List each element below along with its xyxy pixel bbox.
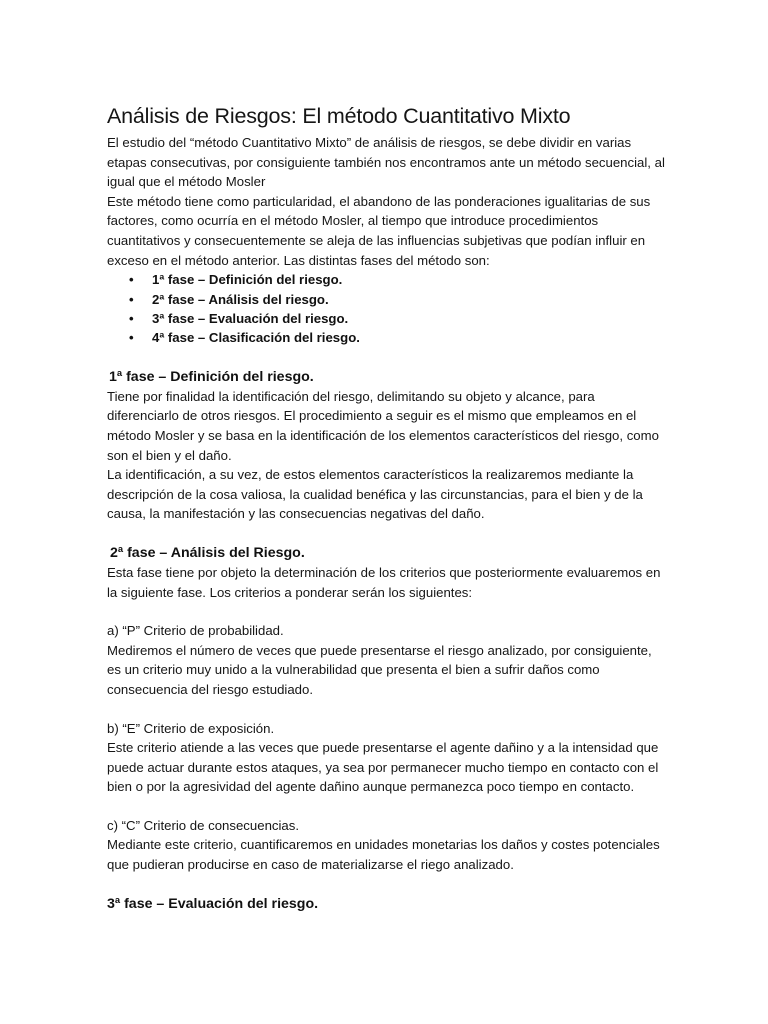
- intro-paragraph-1: El estudio del “método Cuantitativo Mixto” de análisis de riesgos, se debe dividir en varias etapas consecutivas, por consiguiente también nos encontramos ante un método secuencial, al igual que el método Mosler: [107, 135, 665, 190]
- list-item-label: 4ª fase – Clasificación del riesgo.: [152, 330, 360, 346]
- criterion-e-text: Este criterio atiende a las veces que puede presentarse el agente dañino y a la intensidad que puede actuar durante estos ataques, ya sea por permanecer mucho tiempo en contacto con el bien o por la agresividad del agente dañino aunque permanezca poco tiempo en contacto.: [107, 740, 659, 795]
- intro-paragraph-2: Este método tiene como particularidad, el abandono de las ponderaciones igualitarias de sus factores, como ocurría en el método Mosler, al tiempo que introduce procedimientos cuantitativos y consecuentemente se aleja de las influencias subjetivas que podían influir en exceso en el método anterior. Las distintas fases del método son:: [107, 193, 651, 268]
- criterion-c-label: c) “C” Criterio de consecuencias.: [107, 817, 300, 833]
- phase1-paragraph-2: La identificación, a su vez, de estos elementos característicos la realizaremos mediante la descripción de la cosa valiosa, la cualidad benéfica y las circunstancias, para el bien y de la causa, la manifestación y las consecuencias negativas del daño.: [107, 467, 643, 522]
- bullet-icon: •: [129, 330, 134, 346]
- list-item-label: 2ª fase – Análisis del riesgo.: [152, 291, 329, 307]
- criterion-p-label: a) “P” Criterio de probabilidad.: [107, 623, 284, 639]
- list-item-label: 1ª fase – Definición del riesgo.: [152, 272, 343, 288]
- list-item: [107, 328, 667, 347]
- criterion-c-text: Mediante este criterio, cuantificaremos en unidades monetarias los daños y costes potenciales que pudieran producirse en caso de materializarse el riego analizado.: [107, 837, 660, 873]
- bullet-icon: •: [129, 272, 134, 288]
- criterion-e-label: b) “E” Criterio de exposición.: [107, 720, 275, 736]
- list-item-label: 3ª fase – Evaluación del riesgo.: [152, 310, 349, 326]
- list-item: [107, 290, 667, 309]
- phase1-heading: 1ª fase – Definición del riesgo.: [109, 368, 314, 385]
- bullet-icon: •: [129, 291, 134, 307]
- phase1-paragraph-1: Tiene por finalidad la identificación del riesgo, delimitando su objeto y alcance, para diferenciarlo de otros riesgos. El procedimiento a seguir es el mismo que empleamos en el método Mosler y se basa en la identificación de los elementos característicos del riesgo, como son el bien y el daño.: [107, 388, 659, 463]
- criterion-p-text: Mediremos el número de veces que puede presentarse el riesgo analizado, por consiguiente, es un criterio muy unido a la vulnerabilidad que presenta el bien a sufrir daños como consecuencia del riesgo estudiado.: [107, 642, 652, 697]
- phase3-heading: 3ª fase – Evaluación del riesgo.: [107, 895, 319, 912]
- phase2-intro: Esta fase tiene por objeto la determinación de los criterios que posteriormente evaluaremos en la siguiente fase. Los criterios a ponderar serán los siguientes:: [107, 564, 661, 600]
- list-item: [107, 309, 667, 328]
- phase2-heading: 2ª fase – Análisis del Riesgo.: [110, 544, 305, 561]
- phases-list: [107, 270, 667, 348]
- document-page: [107, 100, 667, 914]
- document-title: Análisis de Riesgos: El método Cuantitativo Mixto: [107, 104, 571, 128]
- bullet-icon: •: [129, 310, 134, 326]
- list-item: [107, 270, 667, 289]
